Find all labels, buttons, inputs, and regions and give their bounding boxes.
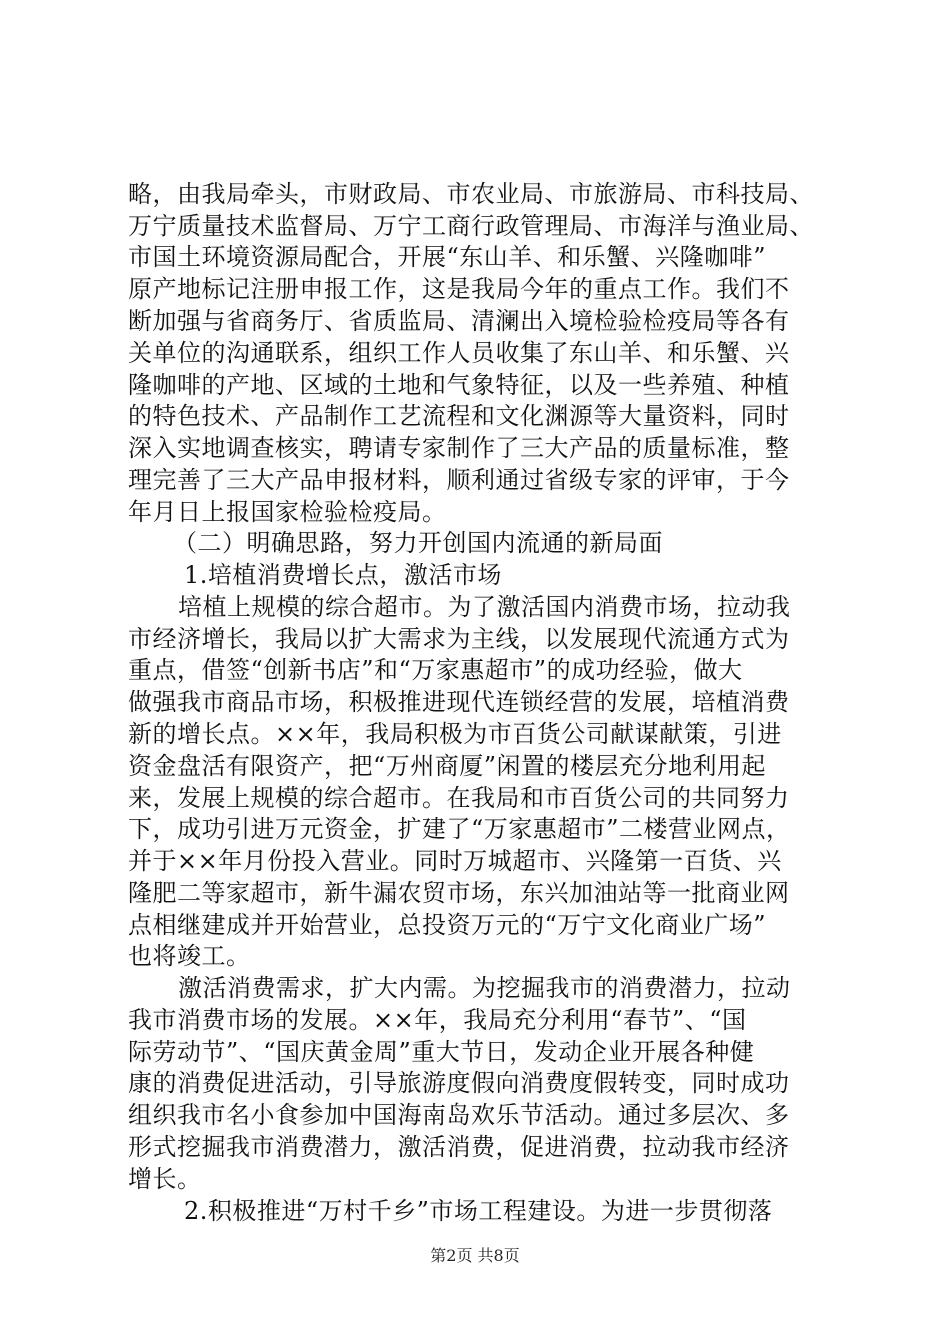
text-line: 原产地标记注册申报工作，这是我局今年的重点工作。我们不 bbox=[128, 275, 790, 303]
text-line: 万宁质量技术监督局、万宁工商行政管理局、市海洋与渔业局、 bbox=[128, 212, 814, 240]
text-line: 激活消费需求，扩大内需。为挖掘我市的消费潜力，拉动 bbox=[178, 974, 791, 1002]
text-line: 隆咖啡的产地、区域的土地和气象特征，以及一些养殖、种植 bbox=[128, 371, 790, 399]
text-line: 做强我市商品市场，积极推进现代连锁经营的发展，培植消费 bbox=[128, 688, 790, 716]
text-line: 也将竣工。 bbox=[128, 942, 251, 970]
text-line: 我市消费市场的发展。××年，我局充分利用“春节”、“国 bbox=[128, 1006, 747, 1034]
text-line: 来，发展上规模的综合超市。在我局和市百货公司的共同努力 bbox=[128, 784, 790, 812]
text-line: 并于××年月份投入营业。同时万城超市、兴隆第一百货、兴 bbox=[128, 847, 782, 875]
text-line: 略，由我局牵头，市财政局、市农业局、市旅游局、市科技局、 bbox=[128, 180, 814, 208]
text-line: 下，成功引进万元资金，扩建了“万家惠超市”二楼营业网点， bbox=[128, 815, 791, 843]
text-line: 资金盘活有限资产，把“万州商厦”闲置的楼层充分地利用起 bbox=[128, 752, 767, 780]
text-line: 组织我市名小食参加中国海南岛欢乐节活动。通过多层次、多 bbox=[128, 1101, 790, 1129]
text-line: 断加强与省商务厅、省质监局、清澜出入境检验检疫局等各有 bbox=[128, 307, 790, 335]
text-line: 培植上规模的综合超市。为了激活国内消费市场，拉动我 bbox=[178, 593, 791, 621]
text-line: 的特色技术、产品制作工艺流程和文化渊源等大量资料，同时 bbox=[128, 402, 790, 430]
page-footer: 第2页 共8页 bbox=[430, 1246, 520, 1265]
text-line: 新的增长点。××年，我局积极为市百货公司献谋献策，引进 bbox=[128, 720, 782, 748]
text-line: 深入实地调查核实，聘请专家制作了三大产品的质量标准，整 bbox=[128, 434, 790, 462]
section-heading: （二）明确思路，努力开创国内流通的新局面 bbox=[173, 529, 663, 557]
text-line: 重点，借签“创新书店”和“万家惠超市”的成功经验，做大 bbox=[128, 656, 743, 684]
text-line: 形式挖掘我市消费潜力，激活消费，促进消费，拉动我市经济 bbox=[128, 1133, 790, 1161]
text-line: 市经济增长，我局以扩大需求为主线，以发展现代流通方式为 bbox=[128, 625, 790, 653]
text-line: 隆肥二等家超市，新牛漏农贸市场，东兴加油站等一批商业网 bbox=[128, 879, 790, 907]
text-line: 2.积极推进“万村千乡”市场工程建设。为进一步贯彻落 bbox=[184, 1197, 773, 1225]
subsection-heading: 1.培植消费增长点，激活市场 bbox=[184, 561, 502, 589]
text-line: 关单位的沟通联系，组织工作人员收集了东山羊、和乐蟹、兴 bbox=[128, 339, 790, 367]
text-line: 康的消费促进活动，引导旅游度假向消费度假转变，同时成功 bbox=[128, 1069, 790, 1097]
text-line: 点相继建成并开始营业，总投资万元的“万宁文化商业广场” bbox=[128, 911, 767, 939]
text-line: 际劳动节”、“国庆黄金周”重大节日，发动企业开展各种健 bbox=[128, 1038, 755, 1066]
text-line: 市国土环境资源局配合，开展“东山羊、和乐蟹、兴隆咖啡” bbox=[128, 243, 767, 271]
text-line: 理完善了三大产品申报材料，顺利通过省级专家的评审，于今 bbox=[128, 466, 790, 494]
text-line: 增长。 bbox=[128, 1165, 202, 1193]
text-line: 年月日上报国家检验检疫局。 bbox=[128, 498, 447, 526]
